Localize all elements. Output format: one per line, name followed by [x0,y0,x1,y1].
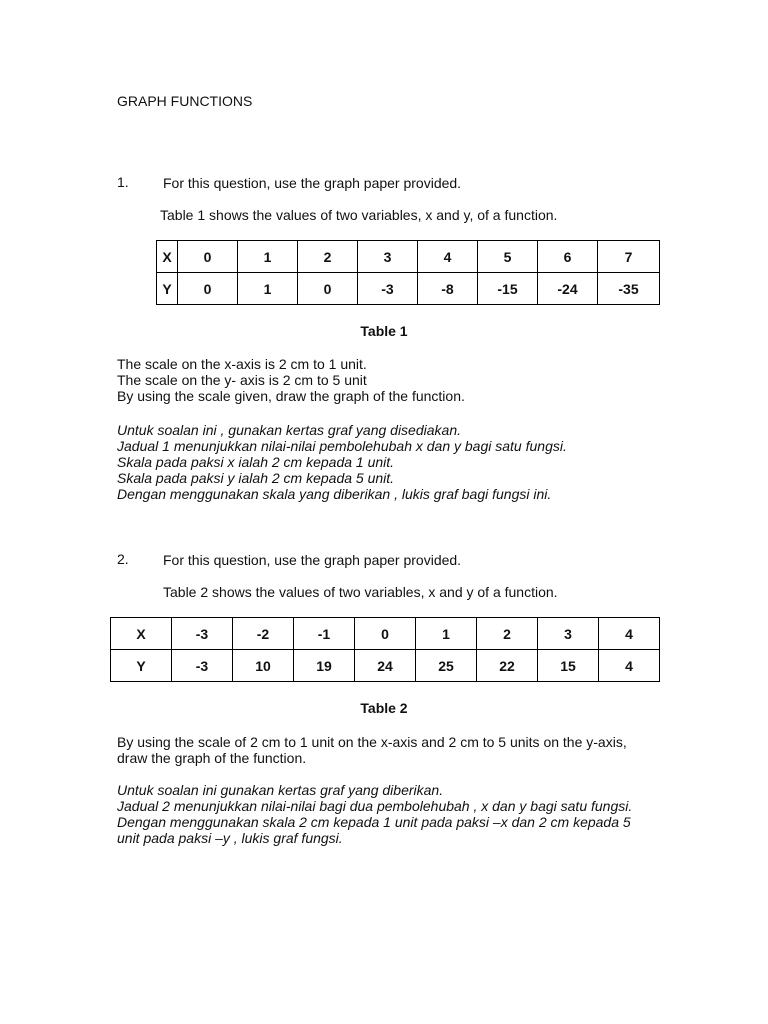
table-1 [156,240,660,305]
table-2-x-cell: -1 [294,618,355,650]
table-1-x-label: X [157,241,178,273]
table-1-y-cell: -15 [478,273,538,305]
table-1-y-label: Y [157,273,178,305]
table-2-x-cell: 1 [416,618,477,650]
table-2-y-cell: 10 [233,650,294,682]
table-1-x-cell: 5 [478,241,538,273]
question-1-english-text [117,356,465,404]
question-1-malay-text [117,422,567,502]
table-2-y-cell: 25 [416,650,477,682]
table-1-x-cell: 4 [418,241,478,273]
page-title: GRAPH FUNCTIONS [117,93,253,109]
question-1-malay-line: Untuk soalan ini , gunakan kertas graf yang disediakan. [117,422,461,438]
question-1-table-intro: Table 1 shows the values of two variables, x and y, of a function. [160,207,558,223]
question-1-english-line: By using the scale given, draw the graph of the function. [117,388,465,404]
table-1-x-cell: 2 [298,241,358,273]
table-1-y-cell: -8 [418,273,478,305]
table-1-x-cell: 3 [358,241,418,273]
table-2-x-cell: -2 [233,618,294,650]
table-2-y-cell: -3 [172,650,233,682]
table-2-x-label: X [111,618,172,650]
question-1-malay-line: Dengan menggunakan skala yang diberikan , lukis graf bagi fungsi ini. [117,486,552,502]
table-2-x-cell: 2 [477,618,538,650]
table-2-y-cell: 19 [294,650,355,682]
table-1-x-cell: 1 [238,241,298,273]
table-1-y-cell: 0 [298,273,358,305]
question-2-malay-line: Jadual 2 menunjukkan nilai-nilai bagi dua pembolehubah , x dan y bagi satu fungsi. [117,798,633,814]
table-2-y-row [111,650,660,682]
table-1-y-row [157,273,660,305]
table-2-y-cell: 15 [538,650,599,682]
table-2-y-label: Y [111,650,172,682]
question-2-malay-line: Untuk soalan ini gunakan kertas graf yang diberikan. [117,782,444,798]
table-2-y-cell: 22 [477,650,538,682]
table-2 [110,617,660,682]
question-1-malay-line: Jadual 1 menunjukkan nilai-nilai pembolehubah x dan y bagi satu fungsi. [117,438,567,454]
question-2-table-intro: Table 2 shows the values of two variables, x and y of a function. [163,584,558,600]
question-2-malay-line: Dengan menggunakan skala 2 cm kepada 1 unit pada paksi –x dan 2 cm kepada 5 [117,814,631,830]
question-2-intro: For this question, use the graph paper provided. [163,552,462,568]
table-1-y-cell: 0 [178,273,238,305]
question-2-english-line: draw the graph of the function. [117,750,307,766]
table-1-y-cell: -35 [598,273,660,305]
table-2-y-cell: 24 [355,650,416,682]
question-1-english-line: The scale on the x-axis is 2 cm to 1 unit. [117,356,367,372]
table-1-caption: Table 1 [360,323,408,339]
table-2-x-cell: -3 [172,618,233,650]
table-1-x-cell: 7 [598,241,660,273]
question-1-english-line: The scale on the y- axis is 2 cm to 5 unit [117,372,367,388]
question-1-number: 1. [117,174,129,190]
table-1-x-cell: 0 [178,241,238,273]
question-2-number: 2. [117,551,129,567]
table-2-x-cell: 3 [538,618,599,650]
table-2-x-cell: 4 [599,618,660,650]
table-2-y-cell: 4 [599,650,660,682]
question-2-english-text [117,734,627,766]
question-2-malay-text [117,782,632,846]
table-2-x-row [111,618,660,650]
question-1-malay-line: Skala pada paksi y ialah 2 cm kepada 5 unit. [117,470,395,486]
question-2-malay-line: unit pada paksi –y , lukis graf fungsi. [117,830,343,846]
table-1-x-cell: 6 [538,241,598,273]
question-1-intro: For this question, use the graph paper provided. [163,175,462,191]
table-1-y-cell: -3 [358,273,418,305]
table-2-x-cell: 0 [355,618,416,650]
table-1-y-cell: 1 [238,273,298,305]
table-2-caption: Table 2 [360,700,408,716]
table-1-y-cell: -24 [538,273,598,305]
table-1-x-row [157,241,660,273]
question-1-malay-line: Skala pada paksi x ialah 2 cm kepada 1 unit. [117,454,395,470]
question-2-english-line: By using the scale of 2 cm to 1 unit on the x-axis and 2 cm to 5 units on the y-axis, [117,734,627,750]
